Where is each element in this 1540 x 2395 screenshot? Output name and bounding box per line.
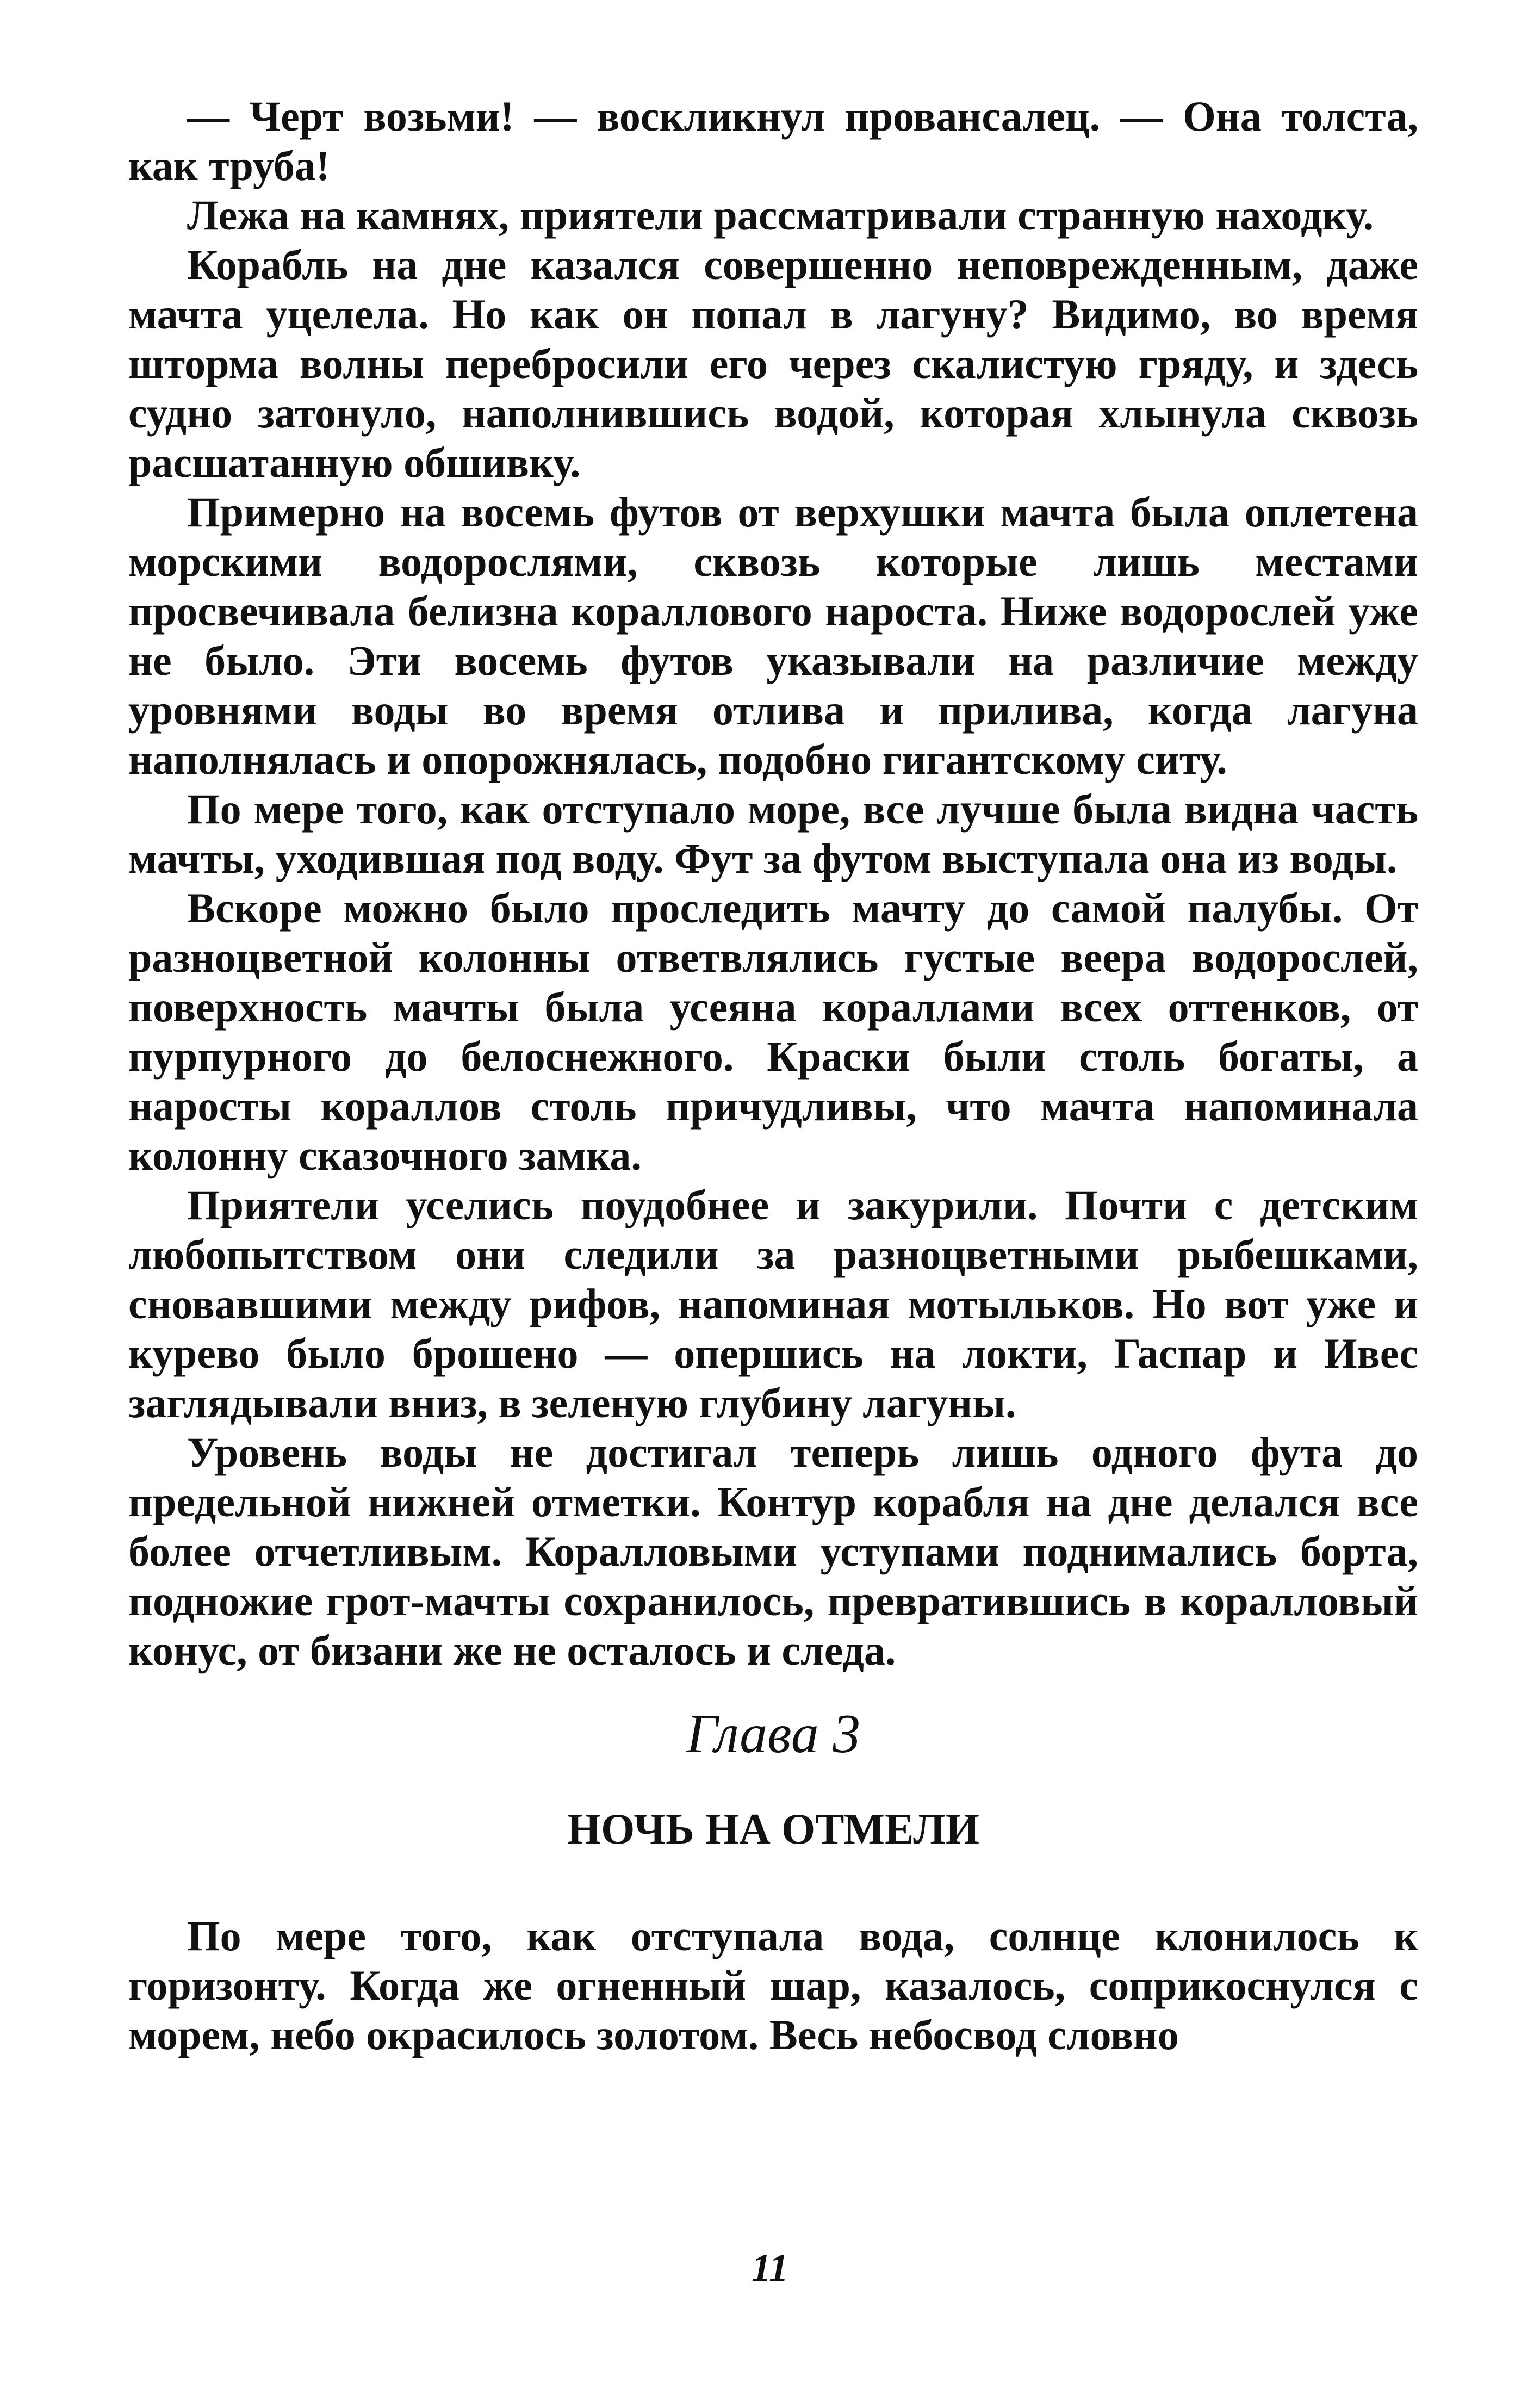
paragraph: Уровень воды не достигал теперь лишь одного фута до предельной нижней отметки. Контур корабля на дне делался все более отчетливым. Коралловыми уступами поднимались борта, подножие грот-мачты сохранилось, превратившись в коралловый конус, от бизани же не осталось и следа. (128, 1429, 1418, 1674)
paragraph: По мере того, как отступало море, все лучше была видна часть мачты, уходившая под воду. Фут за футом выступала она из воды. (128, 785, 1418, 882)
paragraph: — Черт возьми! — воскликнул провансалец. — Она толста, как труба! (128, 92, 1418, 189)
paragraph: Примерно на восемь футов от верхушки мачта была оплетена морскими водорослями, сквозь которые лишь местами просвечивала белизна кораллового нароста. Ниже водорослей уже не было. Эти восемь футов указывали на различие между уровнями воды во время отлива и прилива, когда лагуна наполнялась и опорожнялась, подобно гигантскому ситу. (128, 488, 1418, 783)
chapter-title: НОЧЬ НА ОТМЕЛИ (567, 1805, 980, 1853)
chapter-body (128, 1911, 1418, 2059)
paragraph: Приятели уселись поудобнее и закурили. Почти с детским любопытством они следили за разноцветными рыбешками, сновавшими между рифов, напоминая мотыльков. Но вот уже и курево было брошено — опершись на локти, Гаспар и Ивес заглядывали вниз, в зеленую глубину лагуны. (128, 1181, 1418, 1426)
paragraph: По мере того, как отступала вода, солнце клонилось к горизонту. Когда же огненный шар, казалось, соприкоснулся с морем, небо окрасилось золотом. Весь небосвод словно (128, 1912, 1418, 2058)
paragraph: Корабль на дне казался совершенно неповрежденным, даже мачта уцелела. Но как он попал в лагуну? Видимо, во время шторма волны перебросили его через скалистую гряду, и здесь судно затонуло, наполнившись водой, которая хлынула сквозь расшатанную обшивку. (128, 241, 1418, 486)
chapter-heading: Глава 3 (686, 1703, 861, 1765)
text-block (128, 91, 1418, 2059)
paragraph: Вскоре можно было проследить мачту до самой палубы. От разноцветной колонны ответвлялись густые веера водорослей, поверхность мачты была усеяна кораллами всех оттенков, от пурпурного до белоснежного. Краски были столь богаты, а наросты кораллов столь причудливы, что мачта напоминала колонну сказочного замка. (128, 884, 1418, 1179)
page-number: 11 (751, 2246, 789, 2289)
paragraph: Лежа на камнях, приятели рассматривали странную находку. (187, 191, 1374, 239)
